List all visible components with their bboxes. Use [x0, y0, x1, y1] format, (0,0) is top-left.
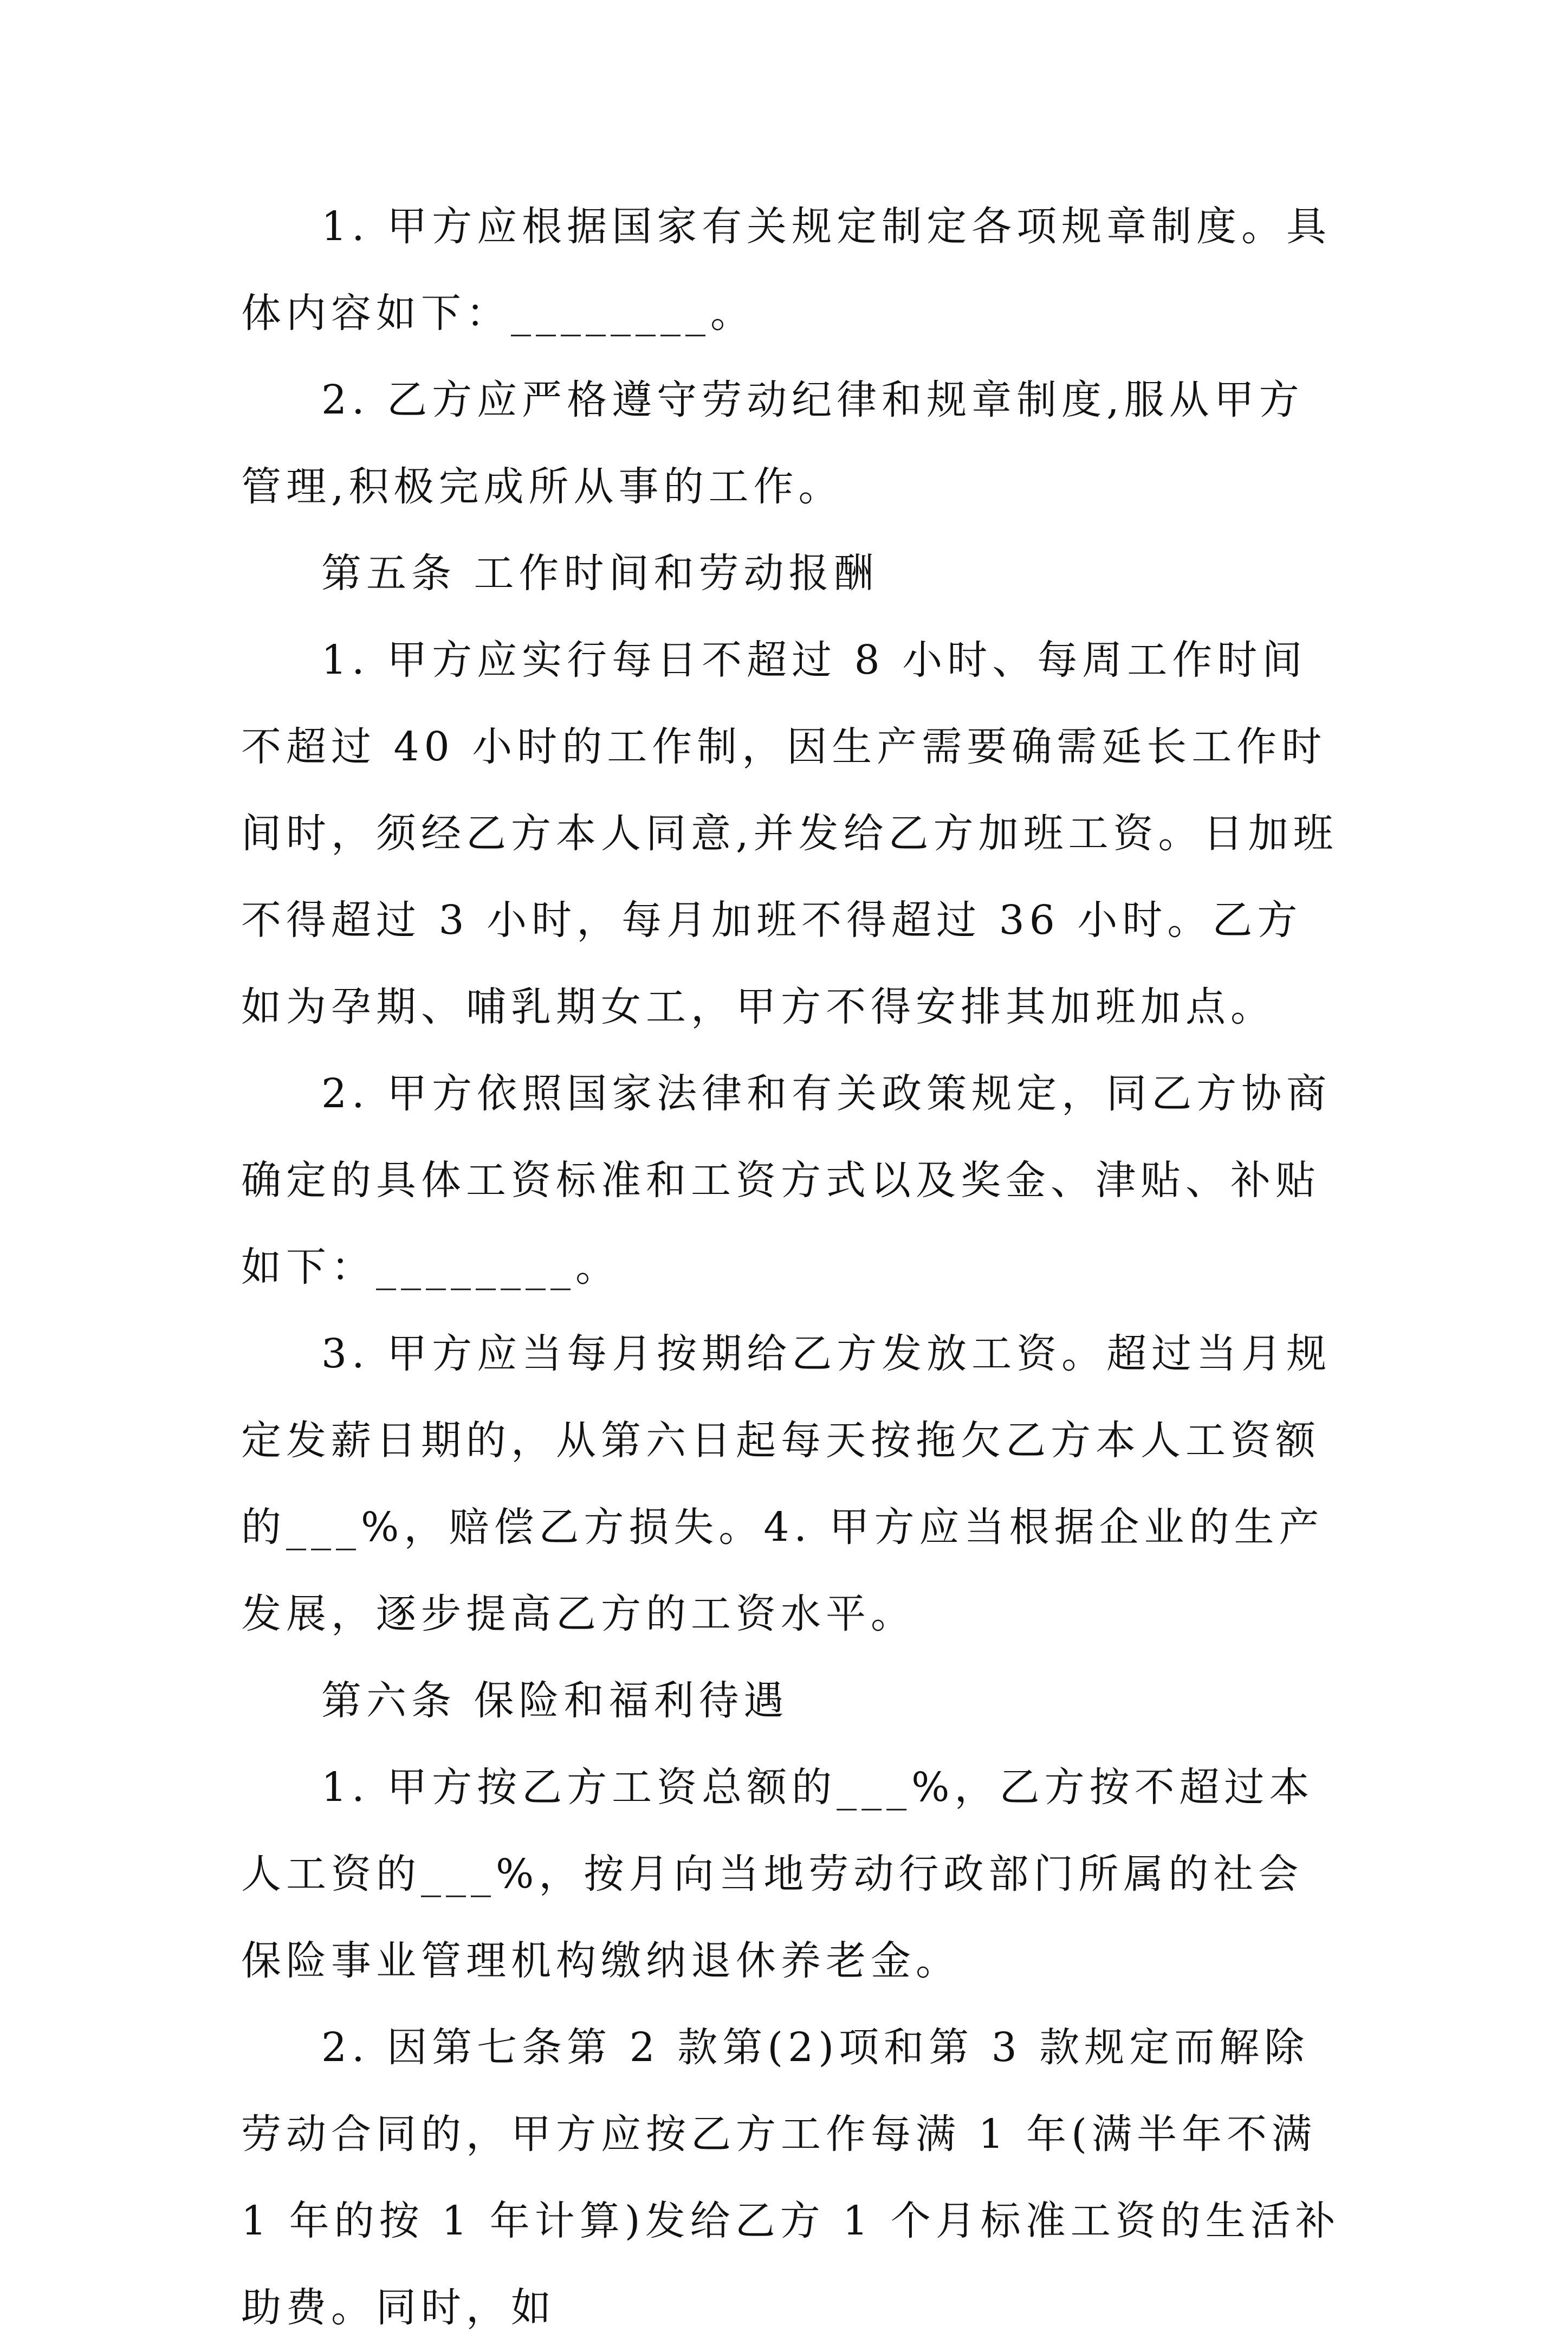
paragraph-5: 3. 甲方应当每月按期给乙方发放工资。超过当月规定发薪日期的，从第六日起每天按拖欠乙方本人工资额的___%，赔偿乙方损失。4. 甲方应当根据企业的生产发展，逐步提高乙方的工资水平。 — [241, 1330, 1332, 1637]
section-heading-6: 第六条 保险和福利待遇 — [321, 1677, 789, 1724]
paragraph-2: 2. 乙方应严格遵守劳动纪律和规章制度,服从甲方管理,积极完成所从事的工作。 — [241, 377, 1304, 510]
section-heading-5: 第五条 工作时间和劳动报酬 — [321, 550, 879, 597]
paragraph-6: 1. 甲方按乙方工资总额的___%，乙方按不超过本人工资的___%，按月向当地劳动行政部门所属的社会保险事业管理机构缴纳退休养老金。 — [241, 1764, 1314, 1984]
paragraph-4: 2. 甲方依照国家法律和有关政策规定，同乙方协商确定的具体工资标准和工资方式以及奖金、津贴、补贴如下：________。 — [241, 1070, 1332, 1290]
paragraph-7: 2. 因第七条第 2 款第(2)项和第 3 款规定而解除劳动合同的，甲方应按乙方工作每满 1 年(满半年不满 1 年的按 1 年计算)发给乙方 1 个月标准工资的生活补助费。同时，如 — [241, 2024, 1340, 2331]
paragraph-3: 1. 甲方应实行每日不超过 8 小时、每周工作时间不超过 40 小时的工作制，因生产需要确需延长工作时间时，须经乙方本人同意,并发给乙方加班工资。日加班不得超过 3 小时，每月加班不得超过 36 小时。乙方如为孕期、哺乳期女工，甲方不得安排其加班加点。 — [241, 637, 1338, 1030]
paragraph-1: 1. 甲方应根据国家有关规定制定各项规章制度。具体内容如下：________。 — [241, 203, 1332, 337]
document-body — [241, 183, 1341, 2351]
